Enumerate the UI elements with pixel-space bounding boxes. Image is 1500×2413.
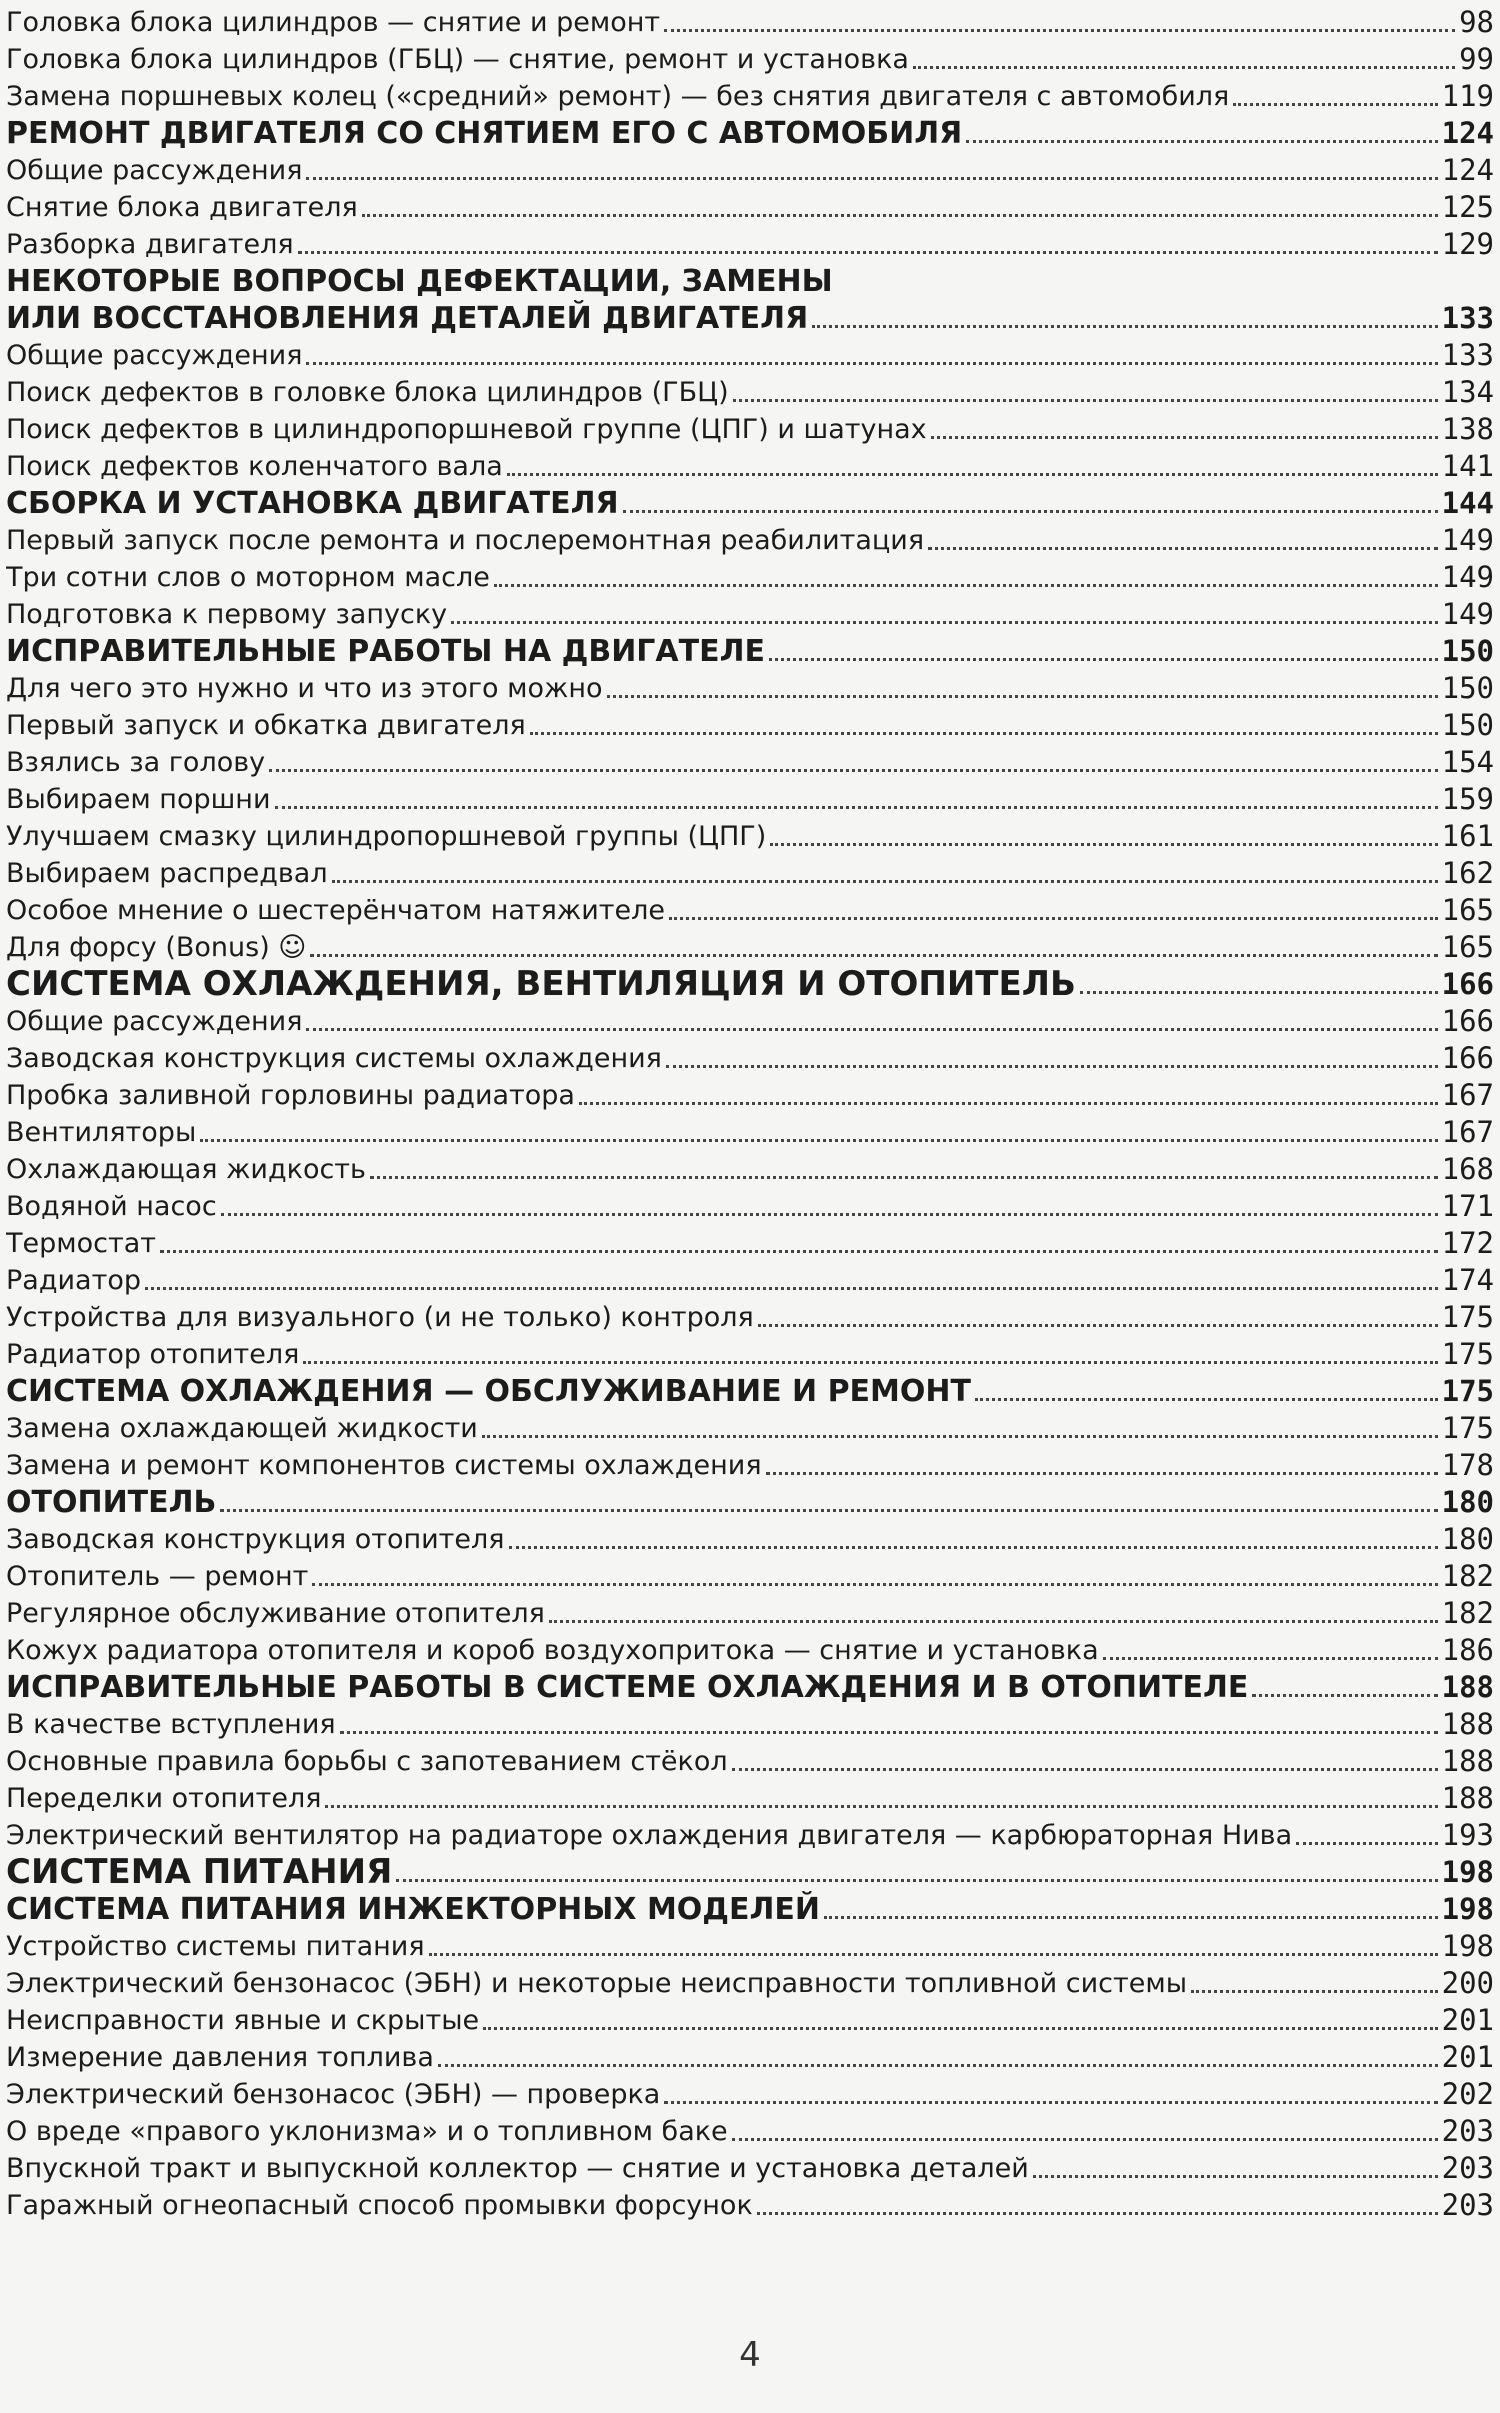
dot-leader [666,1064,1438,1068]
toc-entry [6,818,1494,855]
toc-entry-page: 149 [1441,523,1494,557]
toc-section-heading [6,115,1494,152]
dot-leader [623,509,1438,513]
toc-entry-page: 165 [1441,893,1494,927]
dot-leader [306,176,1437,180]
toc-entry [6,1077,1494,1114]
toc-entry-title: Замена поршневых колец («средний» ремонт) — без снятия двигателя с автомобиля [6,81,1230,112]
toc-entry-title: В качестве вступления [6,1709,336,1740]
dot-leader [429,1952,1438,1956]
toc-entry [6,226,1494,263]
dot-leader [332,879,1438,883]
toc-entry-title: Замена охлаждающей жидкости [6,1413,478,1444]
toc-entry-title: Устройства для визуального (и не только) контроля [6,1302,754,1333]
toc-entry-title: Впускной тракт и выпускной коллектор — снятие и установка деталей [6,2153,1029,2184]
dot-leader [664,28,1455,32]
toc-entry-page: 133 [1441,338,1494,372]
table-of-contents [6,4,1494,2224]
toc-entry-page: 175 [1441,1300,1494,1334]
toc-entry-page: 202 [1441,2077,1494,2111]
dot-leader [770,842,1437,846]
toc-entry-title: СИСТЕМА ПИТАНИЯ ИНЖЕКТОРНЫХ МОДЕЛЕЙ [6,1892,821,1927]
toc-heading-line: НЕКОТОРЫЕ ВОПРОСЫ ДЕФЕКТАЦИИ, ЗАМЕНЫ [6,264,833,299]
toc-entry [6,2039,1494,2076]
toc-entry-page: 175 [1441,1337,1494,1371]
toc-entry [6,1003,1494,1040]
toc-entry-title: СИСТЕМА ПИТАНИЯ [6,1854,393,1891]
toc-entry [6,1521,1494,1558]
toc-entry-title: Переделки отопителя [6,1783,322,1814]
toc-entry-page: 200 [1441,1966,1494,2000]
dot-leader [507,472,1438,476]
dot-leader [812,324,1437,328]
toc-entry-page: 167 [1441,1078,1494,1112]
dot-leader [275,805,1438,809]
toc-entry-title: Радиатор отопителя [6,1339,300,1370]
toc-entry-page: 198 [1441,1929,1494,1963]
toc-entry [6,1151,1494,1188]
toc-entry-title: Особое мнение о шестерёнчатом натяжителе [6,895,665,926]
toc-entry [6,596,1494,633]
toc-entry-page: 166 [1441,967,1494,1001]
toc-entry-page: 198 [1441,1892,1494,1926]
toc-entry [6,707,1494,744]
toc-section-heading [6,300,1494,337]
toc-entry-title: Взялись за голову [6,747,266,778]
toc-entry-title: Гаражный огнеопасный способ промывки форсунок [6,2190,753,2221]
toc-entry-title: Подготовка к первому запуску [6,599,448,630]
toc-entry-title: СИСТЕМА ОХЛАЖДЕНИЯ — ОБСЛУЖИВАНИЕ И РЕМОНТ [6,1374,971,1409]
toc-entry-page: 188 [1441,1707,1494,1741]
toc-entry [6,2002,1494,2039]
toc-entry [6,1410,1494,1447]
toc-entry [6,1780,1494,1817]
toc-entry [6,670,1494,707]
toc-entry-title: Отопитель — ремонт [6,1561,309,1592]
dot-leader [340,1730,1438,1734]
dot-leader [370,1175,1438,1179]
toc-entry [6,152,1494,189]
toc-entry-title: Замена и ремонт компонентов системы охлаждения [6,1450,762,1481]
toc-entry-page: 180 [1441,1485,1494,1519]
toc-entry-title: ОТОПИТЕЛЬ [6,1485,217,1520]
toc-entry-page: 134 [1441,375,1494,409]
toc-entry-title: О вреде «правого уклонизма» и о топливном баке [6,2116,728,2147]
toc-entry [6,855,1494,892]
toc-entry-title: Термостат [6,1228,156,1259]
toc-entry-page: 150 [1441,708,1494,742]
toc-entry-page: 150 [1441,671,1494,705]
toc-entry [6,1632,1494,1669]
toc-entry-page: 167 [1441,1115,1494,1149]
toc-entry-title: Измерение давления топлива [6,2042,434,2073]
dot-leader [325,1804,1437,1808]
toc-entry-page: 124 [1441,116,1494,150]
toc-entry-page: 188 [1441,1744,1494,1778]
toc-entry [6,1743,1494,1780]
toc-entry [6,2187,1494,2224]
toc-entry-title: Разборка двигателя [6,229,294,260]
dot-leader [200,1138,1437,1142]
toc-entry-title: Улучшаем смазку цилиндропоршневой группы (ЦПГ) [6,821,767,852]
toc-entry-title: Водяной насос [6,1191,217,1222]
toc-entry-page: 149 [1441,597,1494,631]
dot-leader [312,1582,1437,1586]
toc-entry [6,1299,1494,1336]
toc-entry [6,1817,1494,1854]
dot-leader [664,2100,1437,2104]
dot-leader [1191,1989,1438,1993]
toc-entry-page: 161 [1441,819,1494,853]
toc-entry-title: Регулярное обслуживание отопителя [6,1598,545,1629]
toc-entry [6,41,1494,78]
toc-entry-page: 175 [1441,1411,1494,1445]
toc-entry [6,1928,1494,1965]
toc-entry-page: 203 [1441,2114,1494,2148]
toc-entry-page: 198 [1441,1855,1494,1889]
toc-section-heading [6,1373,1494,1410]
dot-leader [1233,102,1437,106]
toc-entry-page: 119 [1441,79,1494,113]
toc-entry-page: 144 [1441,486,1494,520]
dot-leader [306,1027,1437,1031]
toc-entry-title: Охлаждающая жидкость [6,1154,366,1185]
toc-entry-page: 124 [1441,153,1494,187]
toc-entry-title: Радиатор [6,1265,141,1296]
toc-entry [6,2150,1494,2187]
dot-leader [269,768,1437,772]
toc-entry-page: 133 [1441,301,1494,335]
dot-leader [769,657,1438,661]
toc-entry-title: СБОРКА И УСТАНОВКА ДВИГАТЕЛЯ [6,486,619,521]
toc-entry-title: Электрический бензонасос (ЭБН) и некоторые неисправности топливной системы [6,1968,1188,1999]
toc-entry-page: 201 [1441,2040,1494,2074]
toc-entry [6,1336,1494,1373]
toc-entry [6,78,1494,115]
toc-entry-title: Первый запуск и обкатка двигателя [6,710,526,741]
dot-leader [298,250,1438,254]
toc-entry-page: 165 [1441,930,1494,964]
toc-entry-title: Три сотни слов о моторном масле [6,562,490,593]
toc-entry-page: 166 [1441,1004,1494,1038]
dot-leader [824,1915,1438,1919]
toc-entry-page: 129 [1441,227,1494,261]
toc-entry [6,189,1494,226]
toc-entry [6,1965,1494,2002]
toc-entry [6,1262,1494,1299]
toc-entry-page: 174 [1441,1263,1494,1297]
dot-leader [483,2026,1437,2030]
dot-leader [220,1508,1437,1512]
toc-entry [6,1188,1494,1225]
toc-entry-title: Снятие блока двигателя [6,192,358,223]
toc-entry [6,744,1494,781]
toc-entry-page: 141 [1441,449,1494,483]
toc-entry-page: 166 [1441,1041,1494,1075]
dot-leader [579,1101,1438,1105]
dot-leader [931,435,1438,439]
toc-entry [6,2076,1494,2113]
toc-entry-page: 171 [1441,1189,1494,1223]
toc-entry [6,448,1494,485]
toc-entry [6,1447,1494,1484]
toc-entry [6,411,1494,448]
dot-leader [757,2211,1438,2215]
toc-entry [6,374,1494,411]
toc-entry-page: 125 [1441,190,1494,224]
toc-entry-title: Вентиляторы [6,1117,197,1148]
toc-entry [6,1040,1494,1077]
dot-leader [362,213,1438,217]
toc-entry-title: Поиск дефектов коленчатого вала [6,451,503,482]
dot-leader [482,1434,1438,1438]
toc-entry [6,1595,1494,1632]
toc-entry [6,1114,1494,1151]
dot-leader [494,583,1438,587]
dot-leader [1103,1656,1438,1660]
dot-leader [509,1545,1438,1549]
toc-section-heading [6,966,1494,1003]
toc-entry-title: Общие рассуждения [6,340,303,371]
toc-entry-page: 138 [1441,412,1494,446]
toc-entry [6,337,1494,374]
toc-entry-page: 98 [1459,5,1494,39]
toc-entry-page: 172 [1441,1226,1494,1260]
toc-entry [6,892,1494,929]
toc-entry-title: Поиск дефектов в головке блока цилиндров (ГБЦ) [6,377,729,408]
toc-entry-title: Общие рассуждения [6,155,303,186]
dot-leader [732,2137,1438,2141]
dot-leader [966,139,1437,143]
toc-entry-title: Электрический бензонасос (ЭБН) — проверка [6,2079,661,2110]
toc-entry-title: Для форсу (Bonus) ☺ [6,932,307,963]
toc-section-heading [6,1669,1494,1706]
toc-entry-title: Для чего это нужно и что из этого можно [6,673,603,704]
toc-entry-title: РЕМОНТ ДВИГАТЕЛЯ СО СНЯТИЕМ ЕГО С АВТОМОБИЛЯ [6,116,963,151]
dot-leader [913,65,1455,69]
toc-entry-title: Выбираем распредвал [6,858,328,889]
dot-leader [451,620,1437,624]
toc-entry-page: 178 [1441,1448,1494,1482]
dot-leader [1033,2174,1438,2178]
toc-entry-page: 180 [1441,1522,1494,1556]
toc-entry-title: Первый запуск после ремонта и послеремонтная реабилитация [6,525,925,556]
toc-entry [6,2113,1494,2150]
toc-entry-page: 188 [1441,1670,1494,1704]
toc-entry-page: 162 [1441,856,1494,890]
toc-entry-page: 99 [1459,42,1494,76]
toc-section-heading [6,1891,1494,1928]
toc-entry-title: Неисправности явные и скрытые [6,2005,480,2036]
dot-leader [732,1767,1438,1771]
toc-entry-title: Головка блока цилиндров — снятие и ремонт [6,7,661,38]
toc-entry-page: 186 [1441,1633,1494,1667]
toc-entry-page: 182 [1441,1596,1494,1630]
dot-leader [310,953,1437,957]
toc-entry [6,929,1494,966]
dot-leader [733,398,1438,402]
toc-entry-title: Пробка заливной горловины радиатора [6,1080,575,1111]
toc-entry [6,1558,1494,1595]
dot-leader [438,2063,1438,2067]
dot-leader [1252,1693,1437,1697]
dot-leader [607,694,1438,698]
toc-entry-page: 150 [1441,634,1494,668]
toc-section-heading [6,1484,1494,1521]
toc-entry-page: 203 [1441,2188,1494,2222]
toc-entry-page: 149 [1441,560,1494,594]
toc-entry-title: ИСПРАВИТЕЛЬНЫЕ РАБОТЫ НА ДВИГАТЕЛЕ [6,634,766,669]
toc-entry-page: 168 [1441,1152,1494,1186]
page-number: 4 [739,2335,761,2375]
toc-entry [6,559,1494,596]
dot-leader [303,1360,1437,1364]
toc-section-heading [6,1854,1494,1891]
toc-entry-title: ИЛИ ВОССТАНОВЛЕНИЯ ДЕТАЛЕЙ ДВИГАТЕЛЯ [6,301,809,336]
toc-entry-page: 159 [1441,782,1494,816]
toc-entry [6,522,1494,559]
dot-leader [221,1212,1438,1216]
toc-section-heading [6,485,1494,522]
toc-entry-title: СИСТЕМА ОХЛАЖДЕНИЯ, ВЕНТИЛЯЦИЯ И ОТОПИТЕЛЬ [6,966,1076,1003]
toc-entry [6,4,1494,41]
toc-entry [6,1225,1494,1262]
dot-leader [766,1471,1438,1475]
dot-leader [758,1323,1438,1327]
dot-leader [145,1286,1438,1290]
toc-entry [6,1706,1494,1743]
toc-entry-title: Заводская конструкция отопителя [6,1524,505,1555]
dot-leader [975,1397,1438,1401]
toc-section-heading [6,633,1494,670]
toc-entry-page: 182 [1441,1559,1494,1593]
dot-leader [1296,1841,1437,1845]
dot-leader [549,1619,1438,1623]
toc-entry-title: Заводская конструкция системы охлаждения [6,1043,662,1074]
toc-entry-page: 203 [1441,2151,1494,2185]
toc-entry-title: Выбираем поршни [6,784,271,815]
toc-entry-title: Поиск дефектов в цилиндропоршневой группе (ЦПГ) и шатунах [6,414,927,445]
toc-entry [6,781,1494,818]
dot-leader [396,1878,1437,1882]
dot-leader [669,916,1438,920]
toc-entry-page: 154 [1441,745,1494,779]
toc-entry-page: 201 [1441,2003,1494,2037]
toc-entry-title: ИСПРАВИТЕЛЬНЫЕ РАБОТЫ В СИСТЕМЕ ОХЛАЖДЕНИЯ И В ОТОПИТЕЛЕ [6,1670,1249,1705]
toc-entry-page: 188 [1441,1781,1494,1815]
toc-entry-title: Кожух радиатора отопителя и короб воздухопритока — снятие и установка [6,1635,1099,1666]
toc-entry-title: Основные правила борьбы с запотеванием стёкол [6,1746,728,1777]
toc-entry-title: Головка блока цилиндров (ГБЦ) — снятие, ремонт и установка [6,44,909,75]
dot-leader [306,361,1437,365]
dot-leader [1080,990,1438,994]
dot-leader [928,546,1438,550]
toc-entry-page: 193 [1441,1818,1494,1852]
toc-entry-title: Электрический вентилятор на радиаторе охлаждения двигателя — карбюраторная Нива [6,1820,1293,1851]
toc-entry-title: Устройство системы питания [6,1931,425,1962]
dot-leader [160,1249,1438,1253]
toc-entry-title: Общие рассуждения [6,1006,303,1037]
toc-entry-page: 175 [1441,1374,1494,1408]
dot-leader [530,731,1438,735]
